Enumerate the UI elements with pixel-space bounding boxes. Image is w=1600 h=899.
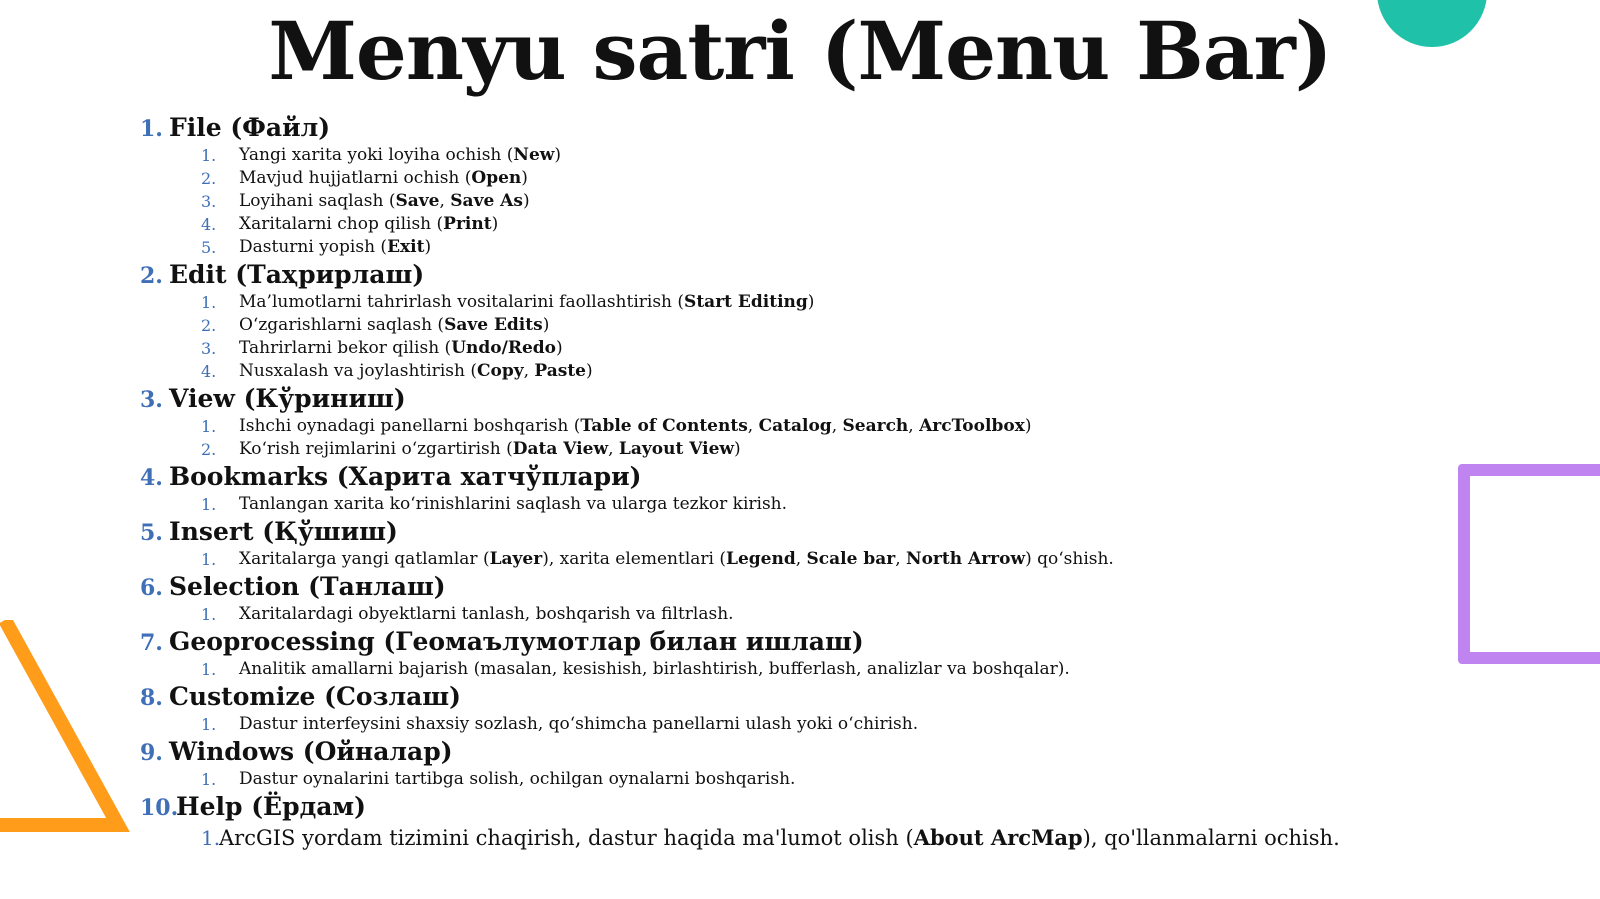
item-text (239, 144, 561, 167)
item-text-bold: New (513, 145, 555, 165)
item-number: 3. (201, 192, 217, 211)
item-text-bold: Copy (476, 361, 524, 381)
list-item (140, 493, 1400, 516)
item-text-bold: Legend (726, 549, 796, 569)
item-text (239, 360, 593, 383)
item-text-part: ) (586, 361, 593, 381)
section-items (140, 493, 1400, 516)
item-text-part: Xaritalarga yangi qatlamlar ( (239, 549, 490, 569)
item-number: 4. (201, 362, 217, 381)
item-number: 2. (201, 316, 217, 335)
item-text-part: , (523, 361, 535, 381)
item-number: 1. (201, 293, 217, 312)
item-text-bold: Save (395, 191, 440, 211)
section-heading (140, 383, 1400, 415)
section-title: View (Кўриниш) (169, 384, 406, 413)
item-text-bold: North Arrow (906, 549, 1026, 569)
section-heading (140, 626, 1400, 658)
item-text-bold: Save Edits (444, 315, 543, 335)
menu-outline (140, 112, 1400, 853)
item-text-bold: Open (471, 168, 522, 188)
item-text (239, 213, 498, 236)
section-items (140, 658, 1400, 681)
section-items (140, 144, 1400, 259)
item-text-part: , (895, 549, 907, 569)
item-text (239, 713, 918, 736)
list-item (140, 314, 1400, 337)
item-text-bold: Layer (489, 549, 543, 569)
item-text-bold: Start Editing (684, 292, 808, 312)
item-text-part: ArcGIS yordam tizimini chaqirish, dastur haqida ma'lumot olish ( (219, 826, 914, 850)
item-text-part: Tahrirlarni bekor qilish ( (239, 338, 452, 358)
list-item (140, 603, 1400, 626)
item-number: 3. (201, 339, 217, 358)
item-text (239, 768, 795, 791)
list-item (140, 823, 1400, 853)
item-number: 1. (201, 826, 221, 850)
menu-section (140, 736, 1400, 791)
item-text-part: ) (521, 168, 528, 188)
item-text-part: ) (542, 315, 550, 335)
item-text-part: Xaritalarni chop qilish ( (239, 214, 444, 234)
section-items (140, 768, 1400, 791)
item-text-part: Yangi xarita yoki loyiha ochish ( (239, 145, 514, 165)
menu-section (140, 626, 1400, 681)
section-heading (140, 736, 1400, 768)
item-text (239, 603, 734, 626)
item-text-part: , (908, 416, 920, 436)
item-number: 1. (201, 146, 217, 165)
section-heading (140, 461, 1400, 493)
list-item (140, 768, 1400, 791)
decor-square-outline (1458, 464, 1600, 664)
list-item (140, 360, 1400, 383)
item-text-part: Analitik amallarni bajarish (masalan, kesishish, birlashtirish, bufferlash, analizlar va boshqalar). (239, 659, 1070, 679)
section-number: 4. (140, 465, 163, 491)
section-heading (140, 791, 1400, 823)
section-items (140, 548, 1400, 571)
item-text (239, 314, 549, 337)
item-text-part: ) (491, 214, 499, 234)
list-item (140, 190, 1400, 213)
item-text-part: Ma’lumotlarni tahrirlash vositalarini faollashtirish ( (239, 292, 685, 312)
item-text (239, 337, 563, 360)
item-text-part: Tanlangan xarita ko‘rinishlarini saqlash va ularga tezkor kirish. (239, 494, 788, 514)
item-number: 1. (201, 605, 217, 624)
section-number: 10. (140, 795, 179, 821)
section-number: 9. (140, 740, 163, 766)
menu-section (140, 571, 1400, 626)
item-text (239, 190, 530, 213)
item-text-part: Dastur interfeysini shaxsiy sozlash, qo‘shimcha panellarni ulash yoki o‘chirish. (239, 714, 919, 734)
item-text (239, 415, 1031, 438)
item-text (239, 236, 431, 259)
item-text-part: ) (522, 191, 530, 211)
item-text (239, 548, 1114, 571)
section-title: Customize (Созлаш) (169, 682, 462, 711)
item-number: 4. (201, 215, 217, 234)
decor-triangle (0, 620, 140, 860)
section-title: File (Файл) (169, 113, 331, 142)
section-number: 7. (140, 630, 163, 656)
section-heading (140, 516, 1400, 548)
item-text (239, 291, 814, 314)
item-text-part: Nusxalash va joylashtirish ( (239, 361, 477, 381)
list-item (140, 213, 1400, 236)
menu-section (140, 681, 1400, 736)
item-text-part: Ishchi oynadagi panellarni boshqarish ( (239, 416, 581, 436)
list-item (140, 167, 1400, 190)
item-text-bold: Save As (450, 191, 523, 211)
item-text-bold: Data View (512, 439, 609, 459)
item-text-part: ) (556, 338, 563, 358)
list-item (140, 438, 1400, 461)
item-text-part: , (747, 416, 759, 436)
section-items (140, 415, 1400, 461)
item-text-bold: ArcToolbox (919, 416, 1025, 436)
section-number: 8. (140, 685, 163, 711)
item-text (239, 167, 528, 190)
section-items (140, 291, 1400, 383)
section-title: Geoprocessing (Геомаълумотлар билан ишлаш) (169, 627, 864, 656)
list-item (140, 144, 1400, 167)
item-text-part: , (831, 416, 843, 436)
item-number: 2. (201, 440, 217, 459)
section-title: Edit (Таҳрирлаш) (169, 260, 425, 289)
item-text-bold: Catalog (758, 416, 832, 436)
section-items (140, 603, 1400, 626)
list-item (140, 236, 1400, 259)
section-title: Help (Ёрдам) (176, 792, 366, 821)
item-text-part: ), xarita elementlari ( (542, 549, 726, 569)
menu-section (140, 461, 1400, 516)
section-number: 5. (140, 520, 163, 546)
item-number: 1. (201, 550, 217, 569)
slide-title: Menyu satri (Menu Bar) (268, 4, 1332, 98)
section-items (140, 713, 1400, 736)
item-text-part: , (608, 439, 619, 459)
item-text-part: O‘zgarishlarni saqlash ( (239, 315, 445, 335)
list-item (140, 548, 1400, 571)
section-title: Insert (Қўшиш) (169, 517, 398, 546)
section-heading (140, 112, 1400, 144)
item-text (219, 823, 1340, 853)
item-text-bold: Print (443, 214, 492, 234)
list-item (140, 415, 1400, 438)
menu-section (140, 259, 1400, 383)
item-number: 1. (201, 417, 217, 436)
item-text-part: ) (807, 292, 815, 312)
item-text-bold: Search (842, 416, 909, 436)
item-text-bold: About ArcMap (913, 825, 1083, 850)
item-text-bold: Layout View (618, 439, 735, 459)
section-number: 3. (140, 387, 163, 413)
item-number: 1. (201, 495, 217, 514)
section-heading (140, 259, 1400, 291)
menu-section (140, 516, 1400, 571)
item-text-part: ) (424, 237, 432, 257)
section-title: Bookmarks (Харита хатчўплари) (169, 462, 642, 491)
section-number: 6. (140, 575, 163, 601)
section-title: Windows (Ойналар) (169, 737, 453, 766)
item-text-bold: Undo/Redo (451, 338, 556, 358)
item-number: 5. (201, 238, 217, 257)
list-item (140, 291, 1400, 314)
item-text-part: Loyihani saqlash ( (239, 191, 396, 211)
item-number: 1. (201, 770, 217, 789)
item-text-part: ) (1024, 416, 1032, 436)
item-text-part: Mavjud hujjatlarni ochish ( (239, 168, 472, 188)
item-number: 1. (201, 660, 217, 679)
section-heading (140, 571, 1400, 603)
item-number: 1. (201, 715, 217, 734)
item-text (239, 493, 787, 516)
item-text (239, 438, 741, 461)
list-item (140, 337, 1400, 360)
section-number: 2. (140, 263, 163, 289)
item-text-part: Ko‘rish rejimlarini o‘zgartirish ( (239, 439, 513, 459)
menu-section (140, 383, 1400, 461)
item-text-part: ), qo'llanmalarni ochish. (1082, 826, 1340, 850)
item-text-part: , (439, 191, 451, 211)
item-text-part: ) qo‘shish. (1025, 549, 1114, 569)
section-items (140, 823, 1400, 853)
item-text-bold: Exit (387, 237, 425, 257)
item-text-part: , (795, 549, 807, 569)
item-text-bold: Paste (534, 361, 587, 381)
item-text-part: Dasturni yopish ( (239, 237, 388, 257)
item-text-part: ) (734, 439, 741, 459)
section-title: Selection (Танлаш) (169, 572, 446, 601)
menu-section (140, 112, 1400, 259)
item-text-part: Dastur oynalarini tartibga solish, ochilgan oynalarni boshqarish. (239, 769, 796, 789)
item-text-part: Xaritalardagi obyektlarni tanlash, boshqarish va filtrlash. (239, 604, 734, 624)
item-text-part: ) (554, 145, 562, 165)
menu-section (140, 791, 1400, 853)
item-number: 2. (201, 169, 217, 188)
list-item (140, 713, 1400, 736)
item-text-bold: Scale bar (806, 549, 896, 569)
item-text (239, 658, 1070, 681)
item-text-bold: Table of Contents (580, 416, 748, 436)
section-number: 1. (140, 116, 163, 142)
list-item (140, 658, 1400, 681)
section-heading (140, 681, 1400, 713)
